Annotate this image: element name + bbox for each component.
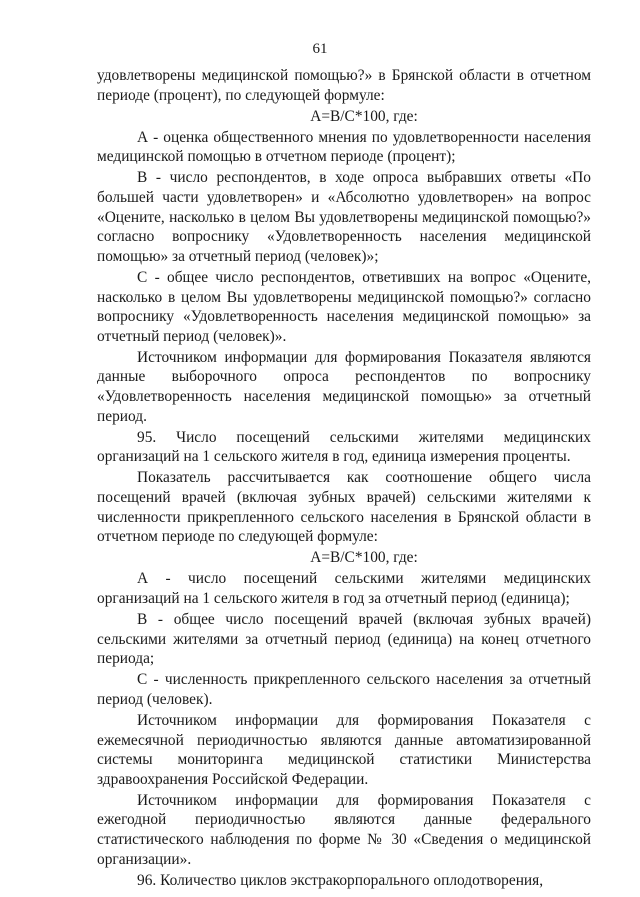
page-number: 61 <box>312 41 328 57</box>
paragraph: Источником информации для формирования Показателя являются данные выборочного опроса респондентов по вопроснику «Удовлетворенность населения медицинской помощью» за отчетный период. <box>97 348 591 425</box>
paragraph: С - численность прикрепленного сельского населения за отчетный период (человек). <box>97 671 591 708</box>
formula-line: A=B/C*100, где: <box>310 549 418 567</box>
paragraph: 96. Количество циклов экстракорпорального оплодотворения, <box>137 871 544 889</box>
paragraph: 95. Число посещений сельскими жителями медицинских организаций на 1 сельского жителя в год, единица измерения проценты. <box>97 428 591 466</box>
paragraph: удовлетворены медицинской помощью?» в Брянской области в отчетном периоде (процент), по следующей формуле: <box>97 67 591 104</box>
paragraph: Источником информации для формирования Показателя с ежемесячной периодичностью являются данные автоматизированной системы мониторинга медицинской статистики Министерства здравоохранения Российской Федерации. <box>97 712 591 788</box>
paragraph: А - оценка общественного мнения по удовлетворенности населения медицинской помощью в отчетном периоде (процент); <box>97 128 591 166</box>
paragraph: B - число респондентов, в ходе опроса выбравших ответы «По большей части удовлетворен» и «Абсолютно удовлетворен» на вопрос «Оцените, насколько в целом Вы удовлетворены медицинской помощью?» согласно вопроснику «Удовлетворенность населения медицинской помощью» за отчетный период (человек)»; <box>97 169 591 265</box>
paragraph: С - общее число респондентов, ответивших на вопрос «Оцените, насколько в целом Вы удовлетворены медицинской помощью?» согласно вопроснику «Удовлетворенность населения медицинской помощью» за отчетный период (человек)». <box>97 268 591 345</box>
paragraph: Источником информации для формирования Показателя с ежегодной периодичностью являются данные федерального статистического наблюдения по форме № 30 «Сведения о медицинской организации». <box>97 791 591 868</box>
paragraph: А - число посещений сельскими жителями медицинских организаций на 1 сельского жителя в год за отчетный период (единица); <box>97 570 591 607</box>
formula-line: A=B/C*100, где: <box>310 107 418 125</box>
paragraph: Показатель рассчитывается как соотношение общего числа посещений врачей (включая зубных врачей) сельскими жителями к численности прикрепленного сельского населения в Брянской области в отчетном периоде по следующей формуле: <box>97 469 591 546</box>
paragraph: B - общее число посещений врачей (включая зубных врачей) сельскими жителями за отчетный период (единица) на конец отчетного периода; <box>97 611 591 668</box>
document-body <box>97 66 591 892</box>
